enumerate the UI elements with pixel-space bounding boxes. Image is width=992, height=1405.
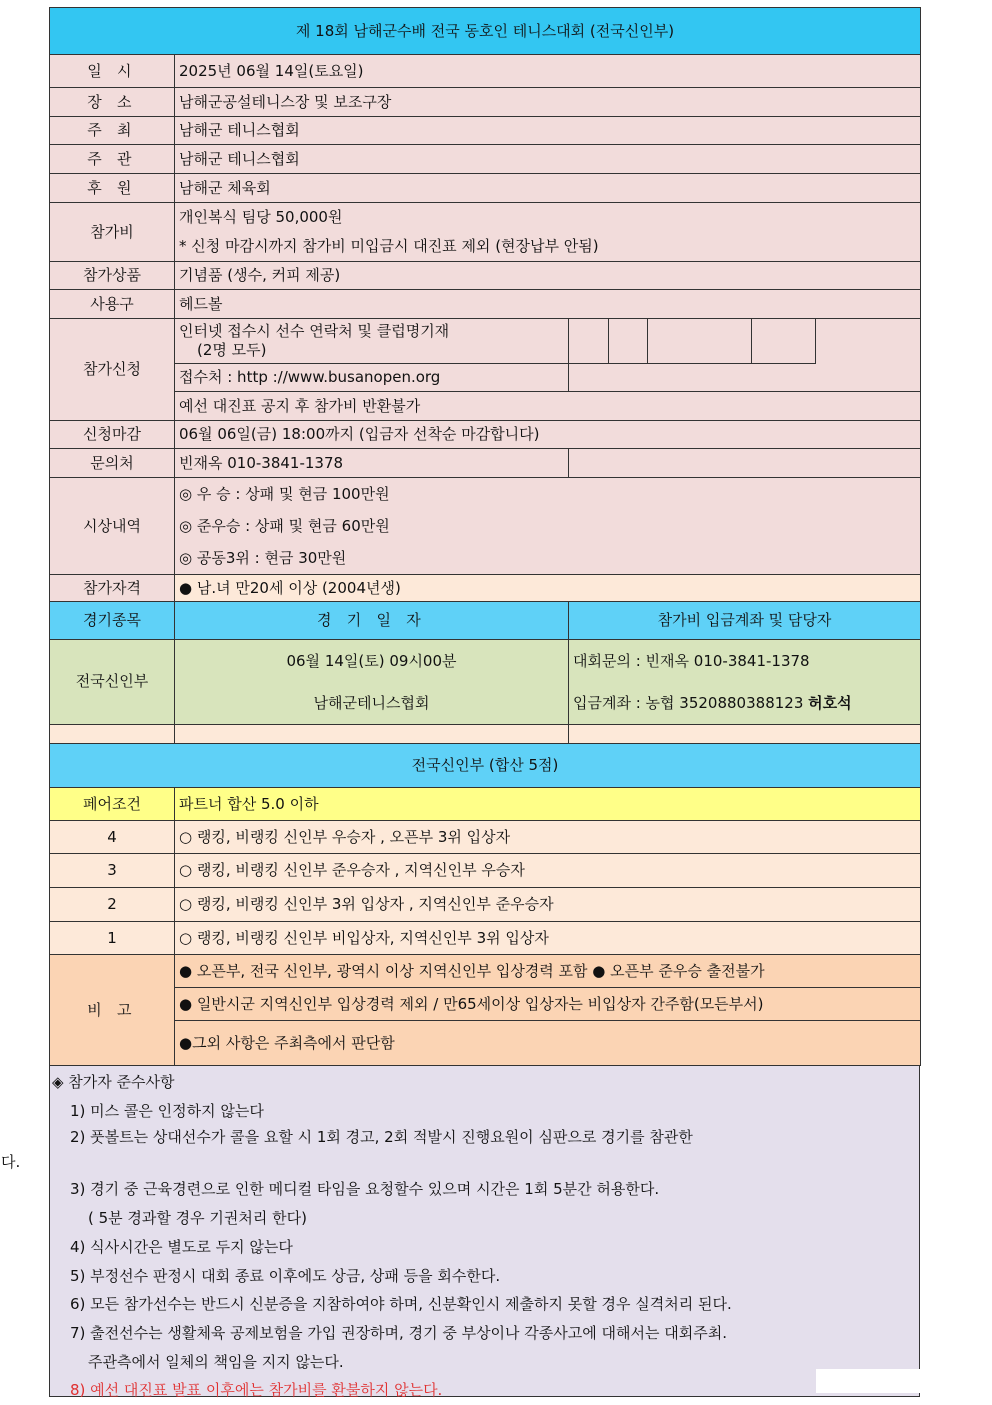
grade-row [50,888,921,922]
ball-value: 헤드볼 [175,290,921,319]
event-header-account: 참가비 입금계좌 및 담당자 [569,602,921,639]
event-inquiry: 대회문의 : 빈재옥 010-3841-1378 [573,651,810,670]
host-label: 주 최 [50,117,175,145]
event-account-holder: 허호석 [808,693,852,712]
division-table [49,744,921,1067]
apply-blank-cell-5 [816,319,921,364]
rule-item: 2) 풋볼트는 상대선수가 콜을 요할 시 1회 경고, 2회 적발시 진행요원이 심판으로 경기를 참관한 [70,1128,693,1147]
prize-second: ◎ 준우승 : 상패 및 현금 60만원 [179,517,390,535]
contact-label: 문의처 [50,449,175,478]
grade-score: 1 [50,922,175,955]
rule-item: 7) 출전선수는 생활체육 공제보험을 가입 권장하며, 경기 중 부상이나 각종사고에 대해서는 대회주최. [70,1323,727,1342]
grade-row [50,821,921,854]
remark-item: ● 오픈부, 전국 신인부, 광역시 이상 지역신인부 입상경력 포함 ● 오픈부 준우승 출전불가 [175,955,921,988]
event-account-number: 입금계좌 : 농협 3520880388123 [573,693,809,712]
contact-value: 빈재옥 010-3841-1378 [175,449,569,478]
event-division-name: 전국신인부 [50,639,175,724]
event-header-division: 경기종목 [50,602,175,639]
grade-description: ○ 랭킹, 비랭킹 신인부 3위 입상자 , 지역신인부 준우승자 [175,888,921,922]
venue-value: 남해군공설테니스장 및 보조구장 [175,88,921,117]
event-spacer-2 [175,724,569,743]
event-account-cell [569,639,921,724]
rule-item: 6) 모든 참가선수는 반드시 신분증을 지참하여야 하며, 신분확인시 제출하지 못할 경우 실격처리 된다. [70,1295,732,1314]
deadline-value: 06월 06일(금) 18:00까지 (입금자 선착순 마감합니다) [175,421,921,449]
event-table [49,602,921,744]
event-spacer-1 [50,724,175,743]
grade-score: 2 [50,888,175,922]
remark-item: ●그외 사항은 주최측에서 판단함 [175,1021,921,1066]
grade-score: 4 [50,821,175,854]
division-title: 전국신인부 (합산 5점) [50,744,921,788]
venue-label: 장 소 [50,88,175,117]
prize-label: 시상내역 [50,478,175,575]
deadline-label: 신청마감 [50,421,175,449]
event-schedule [175,639,569,724]
rule-item: 5) 부정선수 판정시 대회 종료 이후에도 상금, 상패 등을 회수한다. [70,1266,501,1285]
apply-line-3: 접수처 : http ://www.busanopen.org [175,364,569,392]
eligibility-label: 참가자격 [50,575,175,602]
apply-line-4: 예선 대진표 공지 후 참가비 반환불가 [175,392,921,421]
apply-blank-cell-1 [569,319,609,364]
apply-blank-cell-6 [569,364,921,392]
date-label: 일 시 [50,55,175,88]
apply-line-1-cell [175,319,569,364]
document-title: 제 18회 남해군수배 전국 동호인 테니스대회 (전국신인부) [50,8,921,55]
organizer-label: 주 관 [50,145,175,174]
participant-rules [1,1066,920,1400]
host-value: 남해군 테니스협회 [175,117,921,145]
apply-label: 참가신청 [50,319,175,421]
event-account [573,682,916,724]
grade-row [50,854,921,888]
prize-first: ◎ 우 승 : 상패 및 현금 100만원 [179,485,390,503]
grade-row [50,922,921,955]
ball-label: 사용구 [50,290,175,319]
info-table [49,7,921,602]
rule-item-wrap: 다. [1,1153,21,1172]
rule-item: 주관측에서 일체의 책임을 지지 않는다. [88,1352,344,1371]
tournament-document [1,7,920,1400]
rule-item-refund: 8) 예선 대진표 발표 이후에는 참가비를 환불하지 않는다. [70,1381,443,1400]
sponsor-label: 후 원 [50,174,175,203]
grade-description: ○ 랭킹, 비랭킹 신인부 준우승자 , 지역신인부 우승자 [175,854,921,888]
remark-item: ● 일반시군 지역신인부 입상경력 제외 / 만65세이상 입상자는 비입상자 간주함(모든부서) [175,988,921,1021]
apply-blank-cell-3 [648,319,752,364]
gift-label: 참가상품 [50,262,175,290]
grade-description: ○ 랭킹, 비랭킹 신인부 우승자 , 오픈부 3위 입상자 [175,821,921,854]
remarks-label: 비 고 [50,955,175,1066]
prize-third: ◎ 공동3위 : 현금 30만원 [179,549,347,567]
gift-value: 기념품 (생수, 커피 제공) [175,262,921,290]
rules-heading: ◈ 참가자 준수사항 [52,1073,175,1091]
eligibility-value: ● 남.녀 만20세 이상 (2004년생) [175,575,921,602]
fee-line-1: 개인복식 팀당 50,000원 [179,208,343,226]
event-header-date: 경 기 일 자 [175,602,569,639]
event-date: 06월 14일(토) 09시00분 [286,651,457,670]
event-place: 남해군테니스협회 [313,693,430,712]
blank-box [816,1369,920,1393]
sponsor-value: 남해군 체육회 [175,174,921,203]
rule-item: ( 5분 경과할 경우 기권처리 한다) [88,1209,307,1228]
contact-blank-cell [569,449,921,478]
apply-blank-cell-4 [752,319,816,364]
fee-label: 참가비 [50,203,175,262]
fee-line-2: * 신청 마감시까지 참가비 미입금시 대진표 제외 (현장납부 안됨) [179,237,599,255]
rule-item: 3) 경기 중 근육경련으로 인한 메디컬 타임을 요청할수 있으며 시간은 1회 5분간 허용한다. [70,1180,660,1199]
rule-item: 1) 미스 콜은 인정하지 않는다 [70,1101,264,1120]
pair-condition-label: 페어조건 [50,788,175,821]
grade-description: ○ 랭킹, 비랭킹 신인부 비입상자, 지역신인부 3위 입상자 [175,922,921,955]
apply-line-2: (2명 모두) [197,341,267,359]
prize-value [175,478,921,575]
apply-blank-cell-2 [609,319,648,364]
apply-line-1: 인터넷 접수시 선수 연락처 및 클럽명기재 [179,322,450,341]
rule-item: 4) 식사시간은 별도로 두지 않는다 [70,1237,293,1256]
organizer-value: 남해군 테니스협회 [175,145,921,174]
grade-score: 3 [50,854,175,888]
date-value: 2025년 06월 14일(토요일) [175,55,921,88]
event-spacer-3 [569,724,921,743]
pair-condition-value: 파트너 합산 5.0 이하 [175,788,921,821]
fee-value [175,203,921,262]
